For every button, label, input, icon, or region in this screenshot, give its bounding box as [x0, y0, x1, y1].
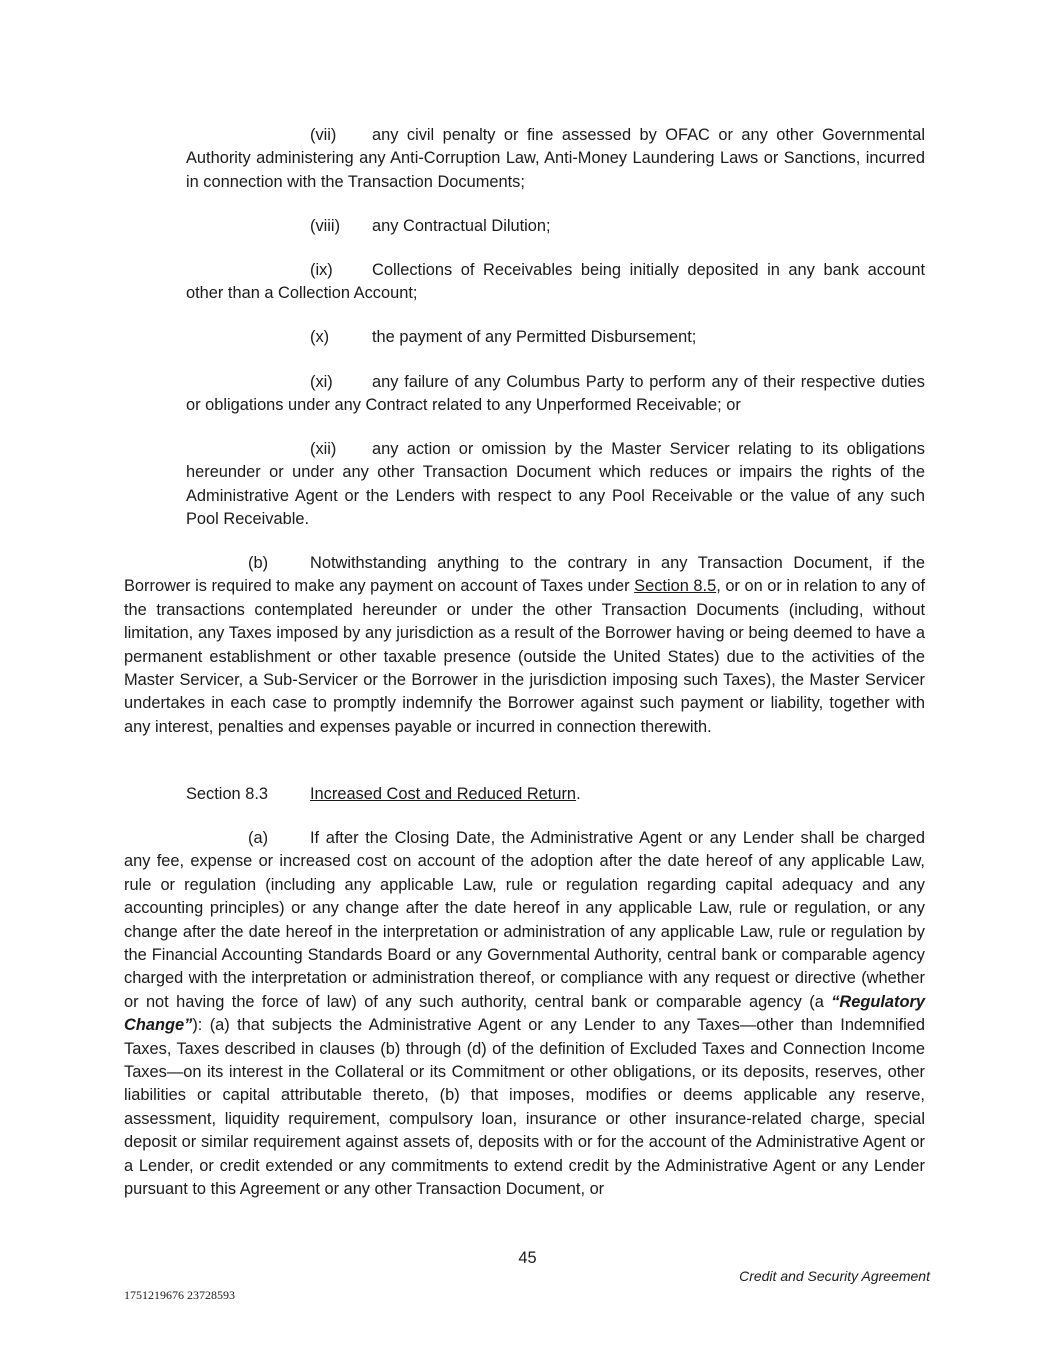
- paragraph-number: (a): [248, 829, 269, 847]
- section-title: Increased Cost and Reduced Return: [310, 785, 577, 803]
- section-label: Section 8.3: [186, 785, 269, 803]
- clause-number: (xi): [310, 373, 333, 391]
- paragraph-number: (b): [248, 554, 269, 572]
- section-title-end: .: [576, 785, 581, 803]
- document-title: Credit and Security Agreement: [739, 1268, 930, 1284]
- clause-x: [186, 326, 925, 349]
- clause-first-line: any action or omission by the Master Servicer relating to its obligations: [372, 440, 925, 458]
- clause-number: (x): [310, 328, 330, 346]
- clause-text: hereunder or under any other Transaction Document which reduces or impairs the rights of the Administrative Agent or the Lenders with respect to any Pool Receivable or the value of any such Pool Receivable.: [186, 463, 925, 529]
- clause-xi: [186, 371, 925, 418]
- clause-text: other than a Collection Account;: [186, 284, 418, 303]
- clause-first-line: any Contractual Dilution;: [372, 217, 551, 235]
- clause-vii: [186, 124, 925, 194]
- clause-xii: [186, 438, 925, 532]
- paragraph-text: If after the Closing Date, the Administrative Agent or any Lender shall be charged any fee, expense or increased cost on account of the adoption after the date hereof of any applicable Law, rule or regulation (including any applicable Law, rule or regulation regarding capital adequacy and any accounting principles) or any change after the date hereof in any applicable Law, rule or regulation, or any change after the date hereof in the interpretation or administration of any applicable Law, rule or regulation by the Financial Accounting Standards Board or any Governmental Authority, central bank or comparable agency charged with the interpretation or administration thereof, or compliance with any request or directive (whether or not having the force of law) of any such authority, central bank or comparable agency (a: [124, 829, 925, 1011]
- clause-viii: [186, 215, 925, 238]
- paragraph-text: Notwithstanding anything to the contrary in any Transaction Document, if the Borrower is required to make any payment on account of Taxes under: [124, 554, 925, 596]
- clause-number: (xii): [310, 440, 337, 458]
- document-id: 1751219676 23728593: [124, 1288, 235, 1302]
- defined-term: “Regulatory Change”: [124, 992, 925, 1035]
- paragraph-a: [124, 827, 925, 1202]
- clause-number: (viii): [310, 217, 341, 235]
- clause-text: duties or obligations under any Contract related to any Unperformed Receivable; or: [186, 373, 925, 415]
- paragraph-b: [124, 552, 925, 739]
- clause-number: (vii): [310, 126, 337, 144]
- paragraph-text: , or on or in relation to any of the transactions contemplated hereunder or under the other Transaction Documents (including, without limitation, any Taxes imposed by any jurisdiction as a result of the Borrower having or being deemed to have a permanent establishment or other taxable presence (outside the United States) due to the activities of the Master Servicer, a Sub-Servicer or the Borrower in the jurisdiction imposing such Taxes), the Master Servicer undertakes in each case to promptly indemnify the Borrower against such payment or liability, together with any interest, penalties and expenses payable or incurred in connection therewith.: [124, 577, 925, 736]
- clause-first-line: any civil penalty or fine assessed by OFAC or any other Governmental: [372, 126, 925, 144]
- page-number: 45: [518, 1249, 537, 1267]
- clause-text: Authority administering any Anti-Corruption Law, Anti-Money Laundering Laws or Sanctions, incurred in connection with the Transaction Documents;: [186, 149, 925, 191]
- section-heading: [186, 783, 925, 806]
- clause-first-line: Collections of Receivables being initially deposited in any bank account: [372, 261, 925, 279]
- clause-first-line: the payment of any Permitted Disbursement;: [372, 328, 697, 346]
- clause-number: (ix): [310, 261, 333, 279]
- section-reference-link[interactable]: Section 8.5: [634, 577, 717, 596]
- clause-ix: [186, 259, 925, 306]
- clause-first-line: any failure of any Columbus Party to perform any of their respective: [372, 373, 876, 391]
- paragraph-text: ): (a) that subjects the Administrative Agent or any Lender to any Taxes—other than Indemnified Taxes, Taxes described in clauses (b) through (d) of the definition of Excluded Taxes and Connection Income Taxes—on its interest in the Collateral or its Commitment or other obligations, or its deposits, reserves, other liabilities or capital attributable thereto, (b) that imposes, modifies or deems applicable any reserve, assessment, liquidity requirement, compulsory loan, insurance or other insurance-related charge, special deposit or similar requirement against assets of, deposits with or for the account of the Administrative Agent or a Lender, or credit extended or any commitments to extend credit by the Administrative Agent or any Lender pursuant to this Agreement or any other Transaction Document, or: [124, 1016, 925, 1199]
